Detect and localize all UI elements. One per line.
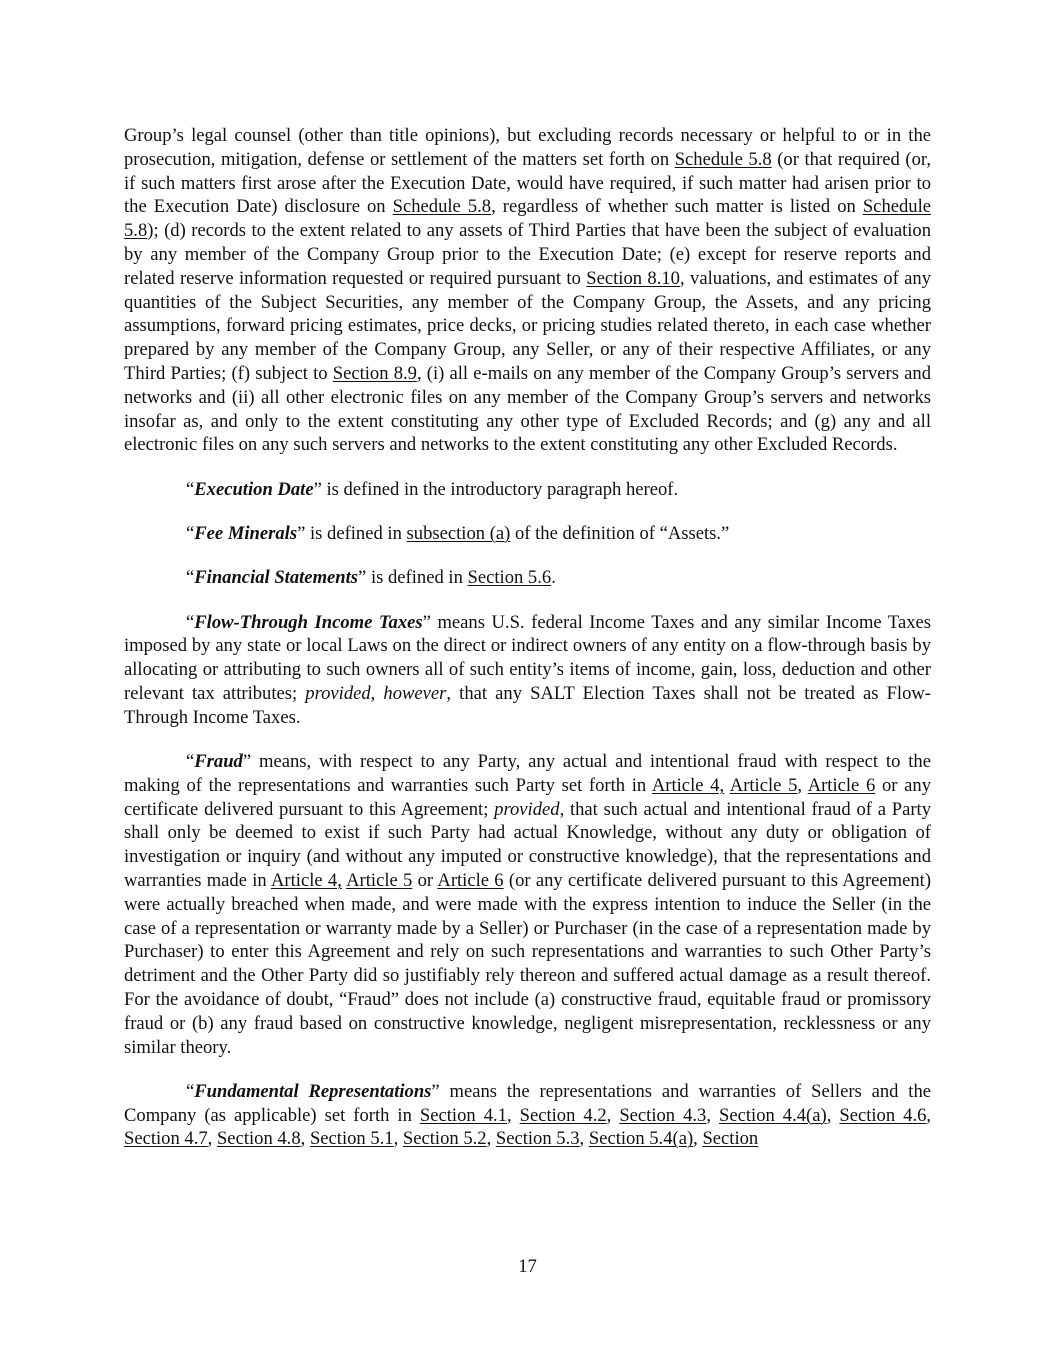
cross-reference: Section 8.10 [586,267,680,289]
cross-reference: Section 4.7 [124,1128,208,1150]
defined-term: Fundamental Representations [194,1080,432,1102]
cross-reference: Section 4.1 [419,1104,507,1126]
cross-reference: Schedule 5.8 [124,196,931,242]
cross-reference: Section 4.8 [216,1128,301,1150]
definition-financial-statements: “Financial Statements” is defined in Section 5.6. [186,567,556,589]
definition-fraud: “Fraud” means, with respect to any Party, any actual and intentional fraud with respect to the making of the representations and warranties such Party set forth in Article 4, Article 5, Article 6 or any certificate delivered pursuant to this Agreement; provided, that such actual and intentional fraud of a Party shall only be deemed to exist if such Party had actual Knowledge, without any duty or obligation of investigation or inquiry (and without any imputed or constructive knowledge), that the representations and warranties made in Article 4, Article 5 or Article 6 (or any certificate delivered pursuant to this Agreement) were actually breached when made, and were made with the express intention to induce the Seller (in the case of a representation or warranty made by a Seller) or Purchaser (in the case of a representation made by Purchaser) to enter this Agreement and rely on such representations and warranties to such Other Party’s detriment and the Other Party did so justifiably rely thereon and suffered actual damage as a result thereof. For the avoidance of doubt, “Fraud” does not include (a) constructive fraud, equitable fraud or promissory fraud or (b) any fraud based on constructive knowledge, negligent misrepresentation, recklessness or any similar theory. [124,751,932,1058]
cross-reference: Article 5 [346,870,413,892]
cross-reference: Section 5.1 [309,1128,394,1150]
cross-reference: subsection (a) [406,522,511,544]
cross-reference: Section 8.9 [332,362,417,384]
document-page [124,124,931,1172]
definition-execution-date: “Execution Date” is defined in the introductory paragraph hereof. [186,478,679,500]
cross-reference: Section 5.6 [467,567,552,589]
definition-fee-minerals: “Fee Minerals” is defined in subsection (a) of the definition of “Assets.” [186,522,730,544]
definition-flow-through-income-taxes: “Flow-Through Income Taxes” means U.S. federal Income Taxes and any similar Income Taxes imposed by any state or local Laws on the direct or indirect owners of any entity on a flow-through basis by allocating or attributing to such owners all of such entity’s items of income, gain, loss, deduction and other relevant tax attributes; provided, however, that any SALT Election Taxes shall not be treated as Flow-Through Income Taxes. [124,611,931,728]
page-number: 17 [518,1256,537,1277]
defined-term: Execution Date [194,478,314,500]
cross-reference: Article 4, [651,774,725,796]
definition-fundamental-representations: “Fundamental Representations” means the representations and warranties of Sellers and the Company (as applicable) set forth in Section 4.1, Section 4.2, Section 4.3, Section 4.4(a), Section 4.6, Section 4.7, Section 4.8, Section 5.1, Section 5.2, Section 5.3, Section 5.4(a), Section [124,1080,932,1150]
defined-term: Fee Minerals [194,522,298,544]
cross-reference: Section 4.3 [619,1104,707,1126]
cross-reference: Schedule 5.8 [674,148,772,170]
cross-reference: Section 4.2 [519,1104,607,1126]
cross-reference: Article 5 [729,774,798,796]
cross-reference: Section 4.4(a) [719,1104,827,1126]
cross-reference: Section 5.2 [402,1128,487,1150]
cross-reference: Section 5.3 [495,1128,580,1150]
cross-reference: Article 6 [437,870,504,892]
cross-reference: Section [702,1128,759,1150]
cross-reference: Schedule 5.8 [392,196,492,218]
cross-reference: Section 5.4(a) [588,1128,694,1150]
defined-term: Fraud [194,751,243,773]
defined-term: Flow-Through Income Taxes [194,611,423,633]
paragraph-excluded-records-continued: Group’s legal counsel (other than title opinions), but excluding records necessary or helpful to or in the prosecution, mitigation, defense or settlement of the matters set forth on Schedule 5.8 (or that required (or, if such matters first arose after the Execution Date, would have required, if such matter had arisen prior to the Execution Date) disclosure on Schedule 5.8, regardless of whether such matter is listed on Schedule 5.8); (d) records to the extent related to any assets of Third Parties that have been the subject of evaluation by any member of the Company Group prior to the Execution Date; (e) except for reserve reports and related reserve information requested or required pursuant to Section 8.10, valuations, and estimates of any quantities of the Subject Securities, any member of the Company Group, the Assets, and any pricing assumptions, forward pricing estimates, price decks, or pricing studies related thereto, in each case whether prepared by any member of the Company Group, any Seller, or any of their respective Affiliates, or any Third Parties; (f) subject to Section 8.9, (i) all e-mails on any member of the Company Group’s servers and networks and (ii) all other electronic files on any member of the Company Group’s servers and networks insofar as, and only to the extent constituting any other type of Excluded Records; and (g) any and all electronic files on any such servers and networks to the extent constituting any other Excluded Records. [124,125,931,456]
cross-reference: Section 4.6 [839,1104,927,1126]
defined-term: Financial Statements [194,567,359,589]
cross-reference: Article 4, [271,870,342,892]
cross-reference: Article 6 [807,774,876,796]
